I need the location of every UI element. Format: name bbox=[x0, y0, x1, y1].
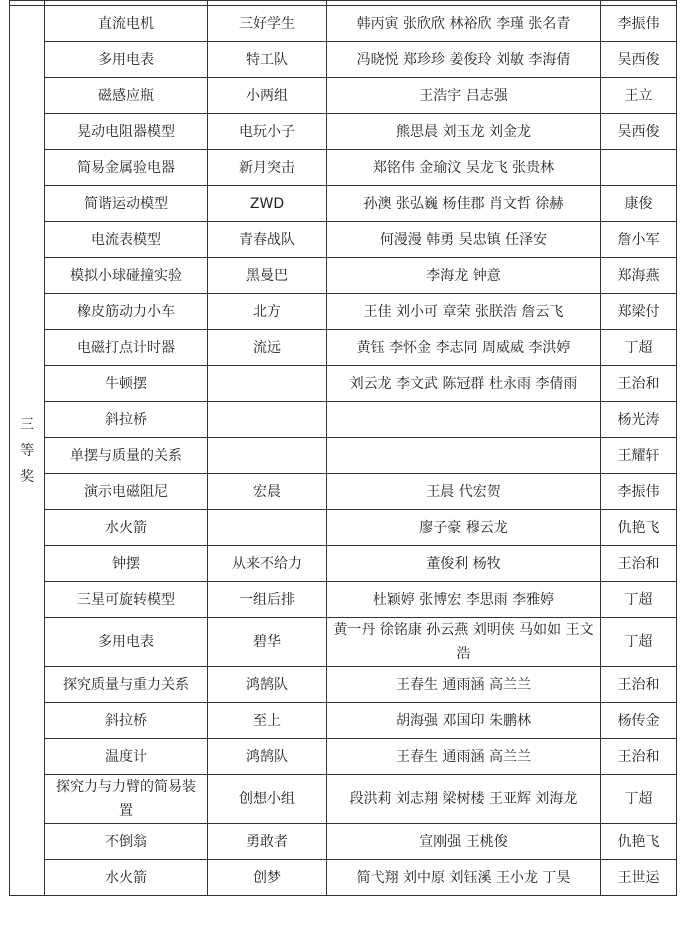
project-name-cell: 简谐运动模型 bbox=[45, 186, 208, 222]
advisor-cell: 丁超 bbox=[601, 775, 677, 824]
table-body bbox=[10, 1, 677, 896]
award-grade-label: 三等奖 bbox=[20, 416, 34, 485]
project-name-cell: 水火箭 bbox=[45, 860, 208, 896]
members-cell bbox=[327, 402, 601, 438]
members-cell: 廖子豪 穆云龙 bbox=[327, 510, 601, 546]
team-name-cell: 宏晨 bbox=[208, 474, 327, 510]
team-name-cell: 鸿鹄队 bbox=[208, 667, 327, 703]
team-name-cell bbox=[208, 366, 327, 402]
table-row bbox=[10, 6, 677, 42]
team-name-cell: ZWD bbox=[208, 186, 327, 222]
members-cell: 宣刚强 王桃俊 bbox=[327, 824, 601, 860]
project-name-cell: 斜拉桥 bbox=[45, 402, 208, 438]
members-cell: 董俊利 杨牧 bbox=[327, 546, 601, 582]
advisor-cell: 李振伟 bbox=[601, 6, 677, 42]
advisor-cell: 杨光涛 bbox=[601, 402, 677, 438]
members-cell: 王佳 刘小可 章荣 张朕浩 詹云飞 bbox=[327, 294, 601, 330]
members-cell: 王晨 代宏贺 bbox=[327, 474, 601, 510]
table-row bbox=[10, 330, 677, 366]
team-name-cell: 从来不给力 bbox=[208, 546, 327, 582]
advisor-cell: 仇艳飞 bbox=[601, 510, 677, 546]
table-row bbox=[10, 366, 677, 402]
project-name-cell: 橡皮筋动力小车 bbox=[45, 294, 208, 330]
advisor-cell: 丁超 bbox=[601, 582, 677, 618]
advisor-cell: 仇艳飞 bbox=[601, 824, 677, 860]
advisor-cell: 丁超 bbox=[601, 618, 677, 667]
advisor-cell: 吴西俊 bbox=[601, 42, 677, 78]
table-row bbox=[10, 510, 677, 546]
advisor-cell: 王耀轩 bbox=[601, 438, 677, 474]
team-name-cell: 电玩小子 bbox=[208, 114, 327, 150]
advisor-cell: 康俊 bbox=[601, 186, 677, 222]
table-row bbox=[10, 42, 677, 78]
team-name-cell: 一组后排 bbox=[208, 582, 327, 618]
project-name-cell: 探究质量与重力关系 bbox=[45, 667, 208, 703]
project-name-cell: 斜拉桥 bbox=[45, 703, 208, 739]
table-row bbox=[10, 667, 677, 703]
project-name-cell: 不倒翁 bbox=[45, 824, 208, 860]
table-row bbox=[10, 402, 677, 438]
team-name-cell: 小两组 bbox=[208, 78, 327, 114]
project-name-cell: 钟摆 bbox=[45, 546, 208, 582]
table-row bbox=[10, 618, 677, 667]
members-cell: 王春生 通雨涵 高兰兰 bbox=[327, 739, 601, 775]
team-name-cell bbox=[208, 402, 327, 438]
team-name-cell: 至上 bbox=[208, 703, 327, 739]
team-name-cell: 北方 bbox=[208, 294, 327, 330]
table-row bbox=[10, 824, 677, 860]
table-row bbox=[10, 739, 677, 775]
team-name-cell bbox=[208, 438, 327, 474]
members-cell: 黄钰 李怀金 李志同 周威威 李洪婷 bbox=[327, 330, 601, 366]
members-cell: 冯晓悦 郑珍珍 姜俊玲 刘敏 李海倩 bbox=[327, 42, 601, 78]
table-row bbox=[10, 474, 677, 510]
advisor-cell: 李振伟 bbox=[601, 474, 677, 510]
project-name-cell: 牛顿摆 bbox=[45, 366, 208, 402]
members-cell: 黄一丹 徐铭康 孙云燕 刘明侠 马如如 王文浩 bbox=[327, 618, 601, 667]
members-cell: 杜颖婷 张博宏 李思雨 李雅婷 bbox=[327, 582, 601, 618]
advisor-cell: 王治和 bbox=[601, 366, 677, 402]
team-name-cell: 三好学生 bbox=[208, 6, 327, 42]
table-row bbox=[10, 703, 677, 739]
project-name-cell: 水火箭 bbox=[45, 510, 208, 546]
project-name-cell: 三星可旋转模型 bbox=[45, 582, 208, 618]
team-name-cell: 黑曼巴 bbox=[208, 258, 327, 294]
table-row bbox=[10, 860, 677, 896]
team-name-cell: 鸿鹄队 bbox=[208, 739, 327, 775]
members-cell: 胡海强 邓国印 朱鹏林 bbox=[327, 703, 601, 739]
table-row bbox=[10, 150, 677, 186]
team-name-cell: 创梦 bbox=[208, 860, 327, 896]
project-name-cell: 温度计 bbox=[45, 739, 208, 775]
advisor-cell: 詹小军 bbox=[601, 222, 677, 258]
members-cell: 何漫漫 韩勇 吴忠镇 任泽安 bbox=[327, 222, 601, 258]
advisor-cell: 王立 bbox=[601, 78, 677, 114]
members-cell: 郑铭伟 金瑜汶 吴龙飞 张贵林 bbox=[327, 150, 601, 186]
team-name-cell: 创想小组 bbox=[208, 775, 327, 824]
table-row bbox=[10, 438, 677, 474]
advisor-cell: 杨传金 bbox=[601, 703, 677, 739]
members-cell: 李海龙 钟意 bbox=[327, 258, 601, 294]
project-name-cell: 单摆与质量的关系 bbox=[45, 438, 208, 474]
advisor-cell: 郑海燕 bbox=[601, 258, 677, 294]
project-name-cell: 模拟小球碰撞实验 bbox=[45, 258, 208, 294]
members-cell: 熊思晨 刘玉龙 刘金龙 bbox=[327, 114, 601, 150]
members-cell: 孙澳 张弘巍 杨佳郡 肖文哲 徐赫 bbox=[327, 186, 601, 222]
project-name-cell: 晃动电阻器模型 bbox=[45, 114, 208, 150]
team-name-cell: 特工队 bbox=[208, 42, 327, 78]
table-row bbox=[10, 294, 677, 330]
project-name-cell: 多用电表 bbox=[45, 42, 208, 78]
team-name-cell: 青春战队 bbox=[208, 222, 327, 258]
advisor-cell bbox=[601, 150, 677, 186]
table-row bbox=[10, 775, 677, 824]
table-row bbox=[10, 186, 677, 222]
project-name-cell: 电磁打点计时器 bbox=[45, 330, 208, 366]
members-cell: 段洪莉 刘志翔 梁树楼 王亚辉 刘海龙 bbox=[327, 775, 601, 824]
award-grade-cell bbox=[10, 6, 45, 896]
advisor-cell: 丁超 bbox=[601, 330, 677, 366]
team-name-cell bbox=[208, 510, 327, 546]
team-name-cell: 勇敢者 bbox=[208, 824, 327, 860]
award-table bbox=[9, 0, 677, 896]
members-cell: 简弋翔 刘中原 刘钰溪 王小龙 丁昊 bbox=[327, 860, 601, 896]
advisor-cell: 王治和 bbox=[601, 739, 677, 775]
project-name-cell: 多用电表 bbox=[45, 618, 208, 667]
advisor-cell: 王治和 bbox=[601, 546, 677, 582]
advisor-cell: 王治和 bbox=[601, 667, 677, 703]
members-cell: 刘云龙 李文武 陈冠群 杜永雨 李倩雨 bbox=[327, 366, 601, 402]
project-name-cell: 简易金属验电器 bbox=[45, 150, 208, 186]
table-row bbox=[10, 222, 677, 258]
members-cell: 王春生 通雨涵 高兰兰 bbox=[327, 667, 601, 703]
team-name-cell: 碧华 bbox=[208, 618, 327, 667]
project-name-cell: 演示电磁阻尼 bbox=[45, 474, 208, 510]
project-name-cell: 直流电机 bbox=[45, 6, 208, 42]
project-name-cell: 磁感应瓶 bbox=[45, 78, 208, 114]
project-name-cell: 探究力与力臂的简易装置 bbox=[45, 775, 208, 824]
table-row bbox=[10, 546, 677, 582]
table-row bbox=[10, 258, 677, 294]
team-name-cell: 流远 bbox=[208, 330, 327, 366]
members-cell: 韩丙寅 张欣欣 林裕欣 李瑾 张名青 bbox=[327, 6, 601, 42]
members-cell: 王浩宇 吕志强 bbox=[327, 78, 601, 114]
table-row bbox=[10, 78, 677, 114]
table-row bbox=[10, 114, 677, 150]
advisor-cell: 郑梁付 bbox=[601, 294, 677, 330]
table-row bbox=[10, 582, 677, 618]
members-cell bbox=[327, 438, 601, 474]
advisor-cell: 吴西俊 bbox=[601, 114, 677, 150]
project-name-cell: 电流表模型 bbox=[45, 222, 208, 258]
team-name-cell: 新月突击 bbox=[208, 150, 327, 186]
advisor-cell: 王世运 bbox=[601, 860, 677, 896]
